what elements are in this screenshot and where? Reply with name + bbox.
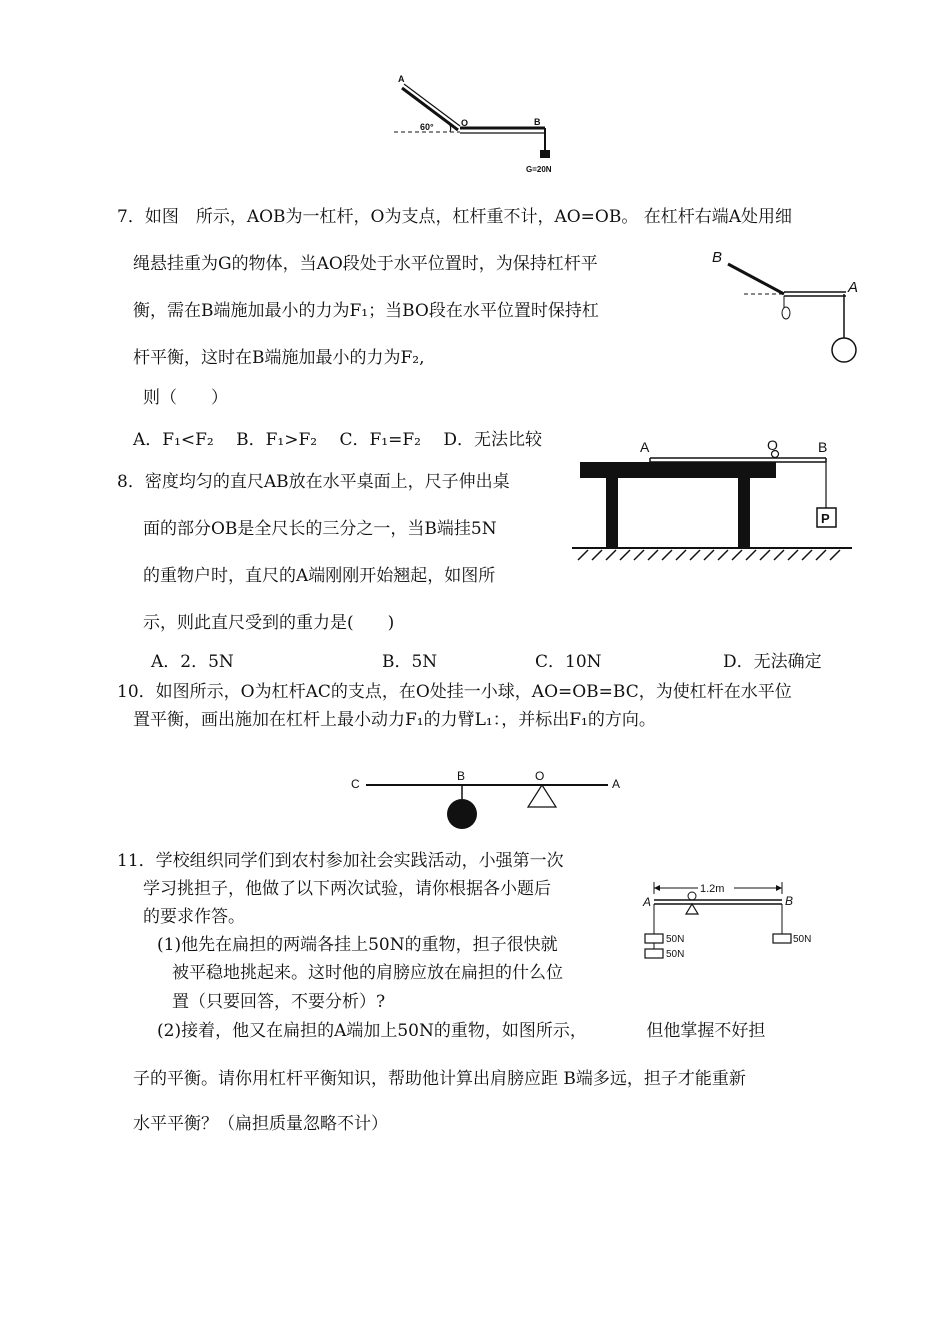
q8-line-2: 面的部分OB是全尺长的三分之一，当B端挂5N (143, 519, 497, 539)
top-lever-figure (390, 70, 580, 180)
q10-fig-label-b: B (457, 769, 466, 783)
q11-fig-weight-3: 50N (793, 934, 812, 945)
q11-part2-line-3: 水平平衡？（扁担质量忽略不计） (133, 1114, 388, 1134)
q7-line-2: 绳悬挂重为G的物体，当AO段处于水平位置时，为保持杠杆平 (133, 254, 598, 274)
q8-line-3: 的重物户时，直尺的A端刚刚开始翘起，如图所 (143, 566, 496, 586)
q8-option-c: C．10N (535, 652, 602, 672)
q7-fig-label-b: B (712, 249, 723, 266)
q8-fig-label-a: A (640, 439, 650, 455)
q11-part1-line-2: 被平稳地挑起来。这时他的肩膀应放在扁担的什么位 (172, 963, 563, 983)
q8-line-1: 8．密度均匀的直尺AB放在水平桌面上，尺子伸出桌 (117, 472, 510, 492)
q10-fig-label-a: A (612, 777, 621, 791)
top-fig-label-o: O (461, 118, 469, 128)
q10-line-2: 置平衡，画出施加在杠杆上最小动力F₁的力臂L₁：，并标出F₁的方向。 (133, 710, 656, 730)
q11-part1-line-3: 置（只要回答，不要分析）? (172, 992, 386, 1012)
q7-figure (706, 246, 866, 366)
top-fig-label-a: A (398, 74, 405, 84)
q11-fig-label-b: B (785, 894, 794, 908)
q8-option-d: D．无法确定 (723, 652, 822, 672)
q10-figure (340, 765, 630, 835)
top-fig-weight: G=20N (526, 165, 552, 174)
q11-line-1: 11．学校组织同学们到农村参加社会实践活动，小强第一次 (117, 851, 564, 871)
q7-fig-label-a: A (848, 279, 859, 296)
q11-part2-line-1: (2)接着，他又在扁担的A端加上50N的重物，如图所示， 但他掌握不好担 (157, 1021, 766, 1041)
q11-fig-label-a: A (643, 895, 652, 909)
q10-fig-label-c: C (351, 777, 360, 791)
q11-fig-weight-1: 50N (666, 934, 685, 945)
q10-fig-label-o: O (535, 769, 545, 783)
q7-line-5: 则（ ） (143, 388, 228, 408)
top-fig-angle: 60° (420, 122, 434, 132)
q11-line-2: 学习挑担子，他做了以下两次试验，请你根据各小题后 (143, 879, 551, 899)
q8-fig-label-b: B (818, 439, 828, 455)
q11-part1-line-1: (1)他先在扁担的两端各挂上50N的重物，担子很快就 (157, 935, 558, 955)
q11-part2-line-2: 子的平衡。请你用杠杆平衡知识，帮助他计算出肩膀应距 B端多远，担子才能重新 (133, 1069, 746, 1089)
q7-line-4: 杆平衡，这时在B端施加最小的力为F₂, (133, 348, 425, 368)
q8-figure (572, 434, 852, 564)
q10-line-1: 10．如图所示，O为杠杆AC的支点，在O处挂一小球，AO=OB=BC，为使杠杆在水平位 (117, 682, 792, 702)
q8-option-a: A．2．5N (151, 652, 234, 672)
q11-figure (636, 872, 826, 967)
q8-fig-label-o: O (767, 437, 778, 453)
q11-fig-weight-2: 50N (666, 949, 685, 960)
q7-line-3: 衡，需在B端施加最小的力为F₁；当BO段在水平位置时保持杠 (133, 301, 599, 321)
q11-line-3: 的要求作答。 (143, 907, 245, 927)
q8-option-b: B．5N (382, 652, 438, 672)
q7-options: A．F₁<F₂ B．F₁>F₂ C．F₁=F₂ D．无法比较 (133, 430, 543, 450)
q8-line-4: 示，则此直尺受到的重力是( ) (143, 613, 395, 633)
q11-fig-length: 1.2m (700, 883, 725, 895)
q7-line-1: 7．如图 所示，AOB为一杠杆，O为支点，杠杆重不计，AO=OB。 在杠杆右端A处用细 (117, 207, 793, 227)
top-fig-label-b: B (534, 117, 541, 127)
q8-fig-label-p: P (821, 511, 830, 526)
